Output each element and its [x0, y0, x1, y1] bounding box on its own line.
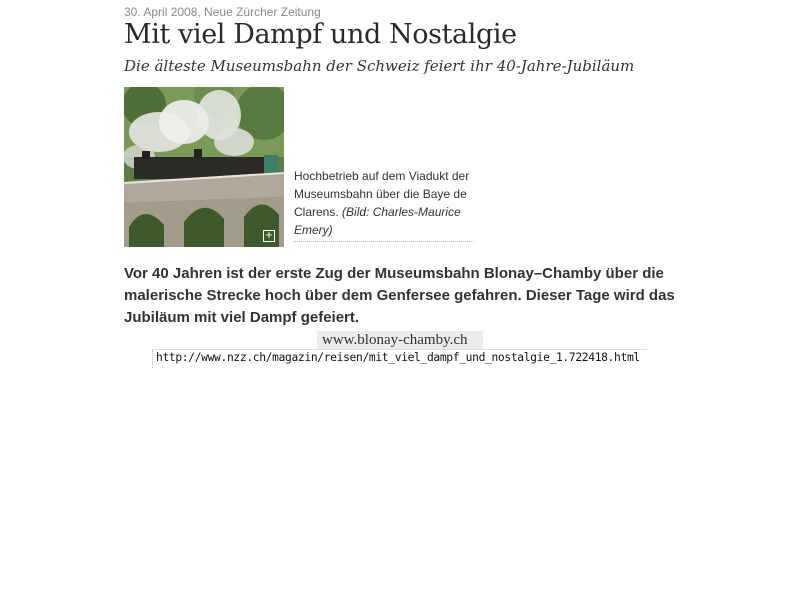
- photo-caption: [294, 167, 474, 242]
- source-url[interactable]: http://www.nzz.ch/magazin/reisen/mit_viel_dampf_und_nostalgie_1.722418.html: [156, 351, 640, 364]
- article-dateline: 30. April 2008, Neue Zürcher Zeitung: [124, 5, 321, 19]
- photo-credit: (Bild: Charles-Maurice Emery): [294, 205, 461, 237]
- caption-text: Hochbetrieb auf dem Viadukt der Museumsbahn über die Baye de Clarens.: [294, 169, 470, 219]
- article-title: Mit viel Dampf und Nostalgie: [124, 19, 517, 50]
- divider: [152, 349, 647, 350]
- article-lead: Vor 40 Jahren ist der erste Zug der Museumsbahn Blonay–Chamby über die malerische Strecke hoch über dem Genfersee gefahren. Dieser Tage wird das Jubiläum mit viel Dampf gefeiert.: [124, 265, 675, 326]
- article-subtitle: Die älteste Museumsbahn der Schweiz feiert ihr 40-Jahre-Jubiläum: [124, 57, 635, 75]
- enlarge-icon[interactable]: +: [264, 230, 274, 241]
- article-photo[interactable]: [124, 87, 284, 247]
- steam-train-viaduct-image: [124, 87, 284, 247]
- website-link[interactable]: www.blonay-chamby.ch: [317, 331, 483, 349]
- url-box-edge: [152, 350, 153, 368]
